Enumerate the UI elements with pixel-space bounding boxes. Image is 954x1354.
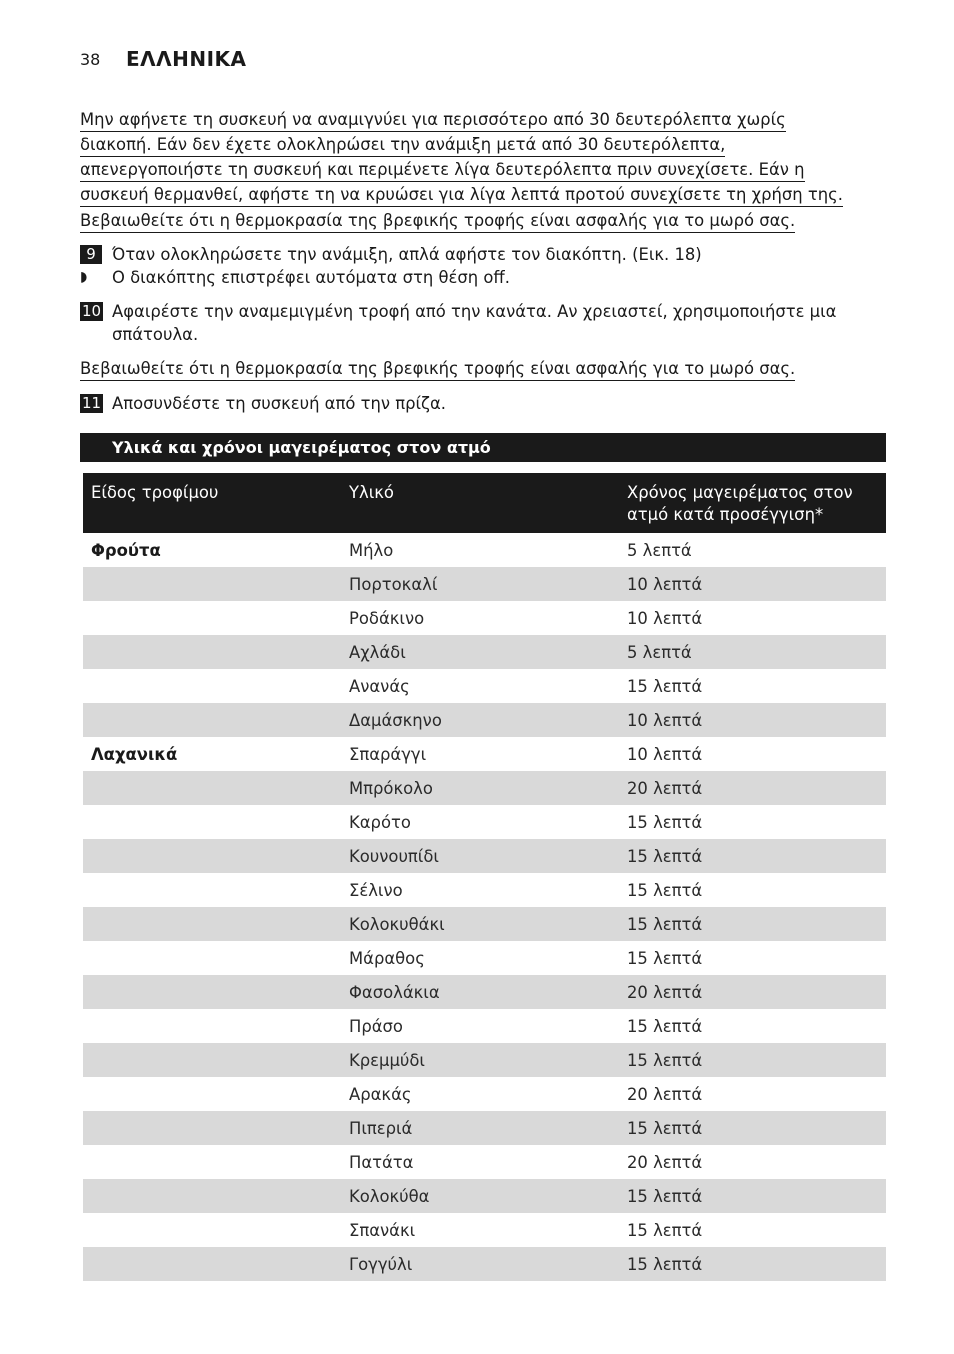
cell-ingredient: Σπαράγγι xyxy=(349,744,427,764)
header-food-type: Είδος τροφίμου xyxy=(83,473,341,533)
table-row xyxy=(83,975,886,1009)
cell-food-type xyxy=(83,975,341,1009)
cell-steam-time: 15 λεπτά xyxy=(627,1220,703,1240)
cell-food-type xyxy=(83,839,341,873)
step-text: Αφαιρέστε την αναμεμιγμένη τροφή από την κανάτα. Αν χρειαστεί, χρησιμοποιήστε μια σπάτουλα. xyxy=(112,302,837,344)
table-row xyxy=(83,601,886,635)
warning-line: συσκευή θερμανθεί, αφήστε τη να κρυώσει για λίγα λεπτά προτού συνεχίσετε τη χρήση της. xyxy=(80,185,843,207)
table-row xyxy=(83,771,886,805)
cell-ingredient: Σπανάκι xyxy=(349,1220,416,1240)
cell-ingredient: Δαμάσκηνο xyxy=(341,703,619,737)
cell-food-type xyxy=(83,1077,341,1111)
cell-ingredient: Γογγύλι xyxy=(341,1247,619,1281)
cell-steam-time: 20 λεπτά xyxy=(627,1152,703,1172)
cell-steam-time: 20 λεπτά xyxy=(619,975,886,1009)
table-row xyxy=(83,907,886,941)
cell-steam-time: 20 λεπτά xyxy=(619,771,886,805)
step-11 xyxy=(80,392,890,415)
warning-line: Μην αφήνετε τη συσκευή να αναμιγνύει για περισσότερο από 30 δευτερόλεπτα χωρίς xyxy=(80,110,786,132)
cell-steam-time: 10 λεπτά xyxy=(619,703,886,737)
cell-food-type xyxy=(83,635,341,669)
cell-steam-time: 10 λεπτά xyxy=(627,744,703,764)
cell-steam-time: 15 λεπτά xyxy=(619,839,886,873)
cell-ingredient: Φασολάκια xyxy=(341,975,619,1009)
cell-ingredient: Αρακάς xyxy=(349,1084,412,1104)
header-steam-time: Χρόνος μαγειρέματος στον ατμό κατά προσέγγιση* xyxy=(619,473,886,533)
cell-ingredient: Κολοκύθα xyxy=(341,1179,619,1213)
warning-line: Βεβαιωθείτε ότι η θερμοκρασία της βρεφικής τροφής είναι ασφαλής για το μωρό σας. xyxy=(80,211,795,233)
cell-ingredient: Σέλινο xyxy=(349,880,403,900)
table-row xyxy=(83,1009,886,1043)
step-10 xyxy=(80,300,890,346)
table-row xyxy=(83,1213,886,1247)
warning-temperature-2 xyxy=(80,357,890,382)
table-row xyxy=(83,533,886,567)
cell-steam-time: 15 λεπτά xyxy=(619,907,886,941)
cell-ingredient: Μάραθος xyxy=(349,948,425,968)
table-row xyxy=(83,941,886,975)
table-row xyxy=(83,1145,886,1179)
cell-steam-time: 5 λεπτά xyxy=(627,540,692,560)
table-row xyxy=(83,839,886,873)
cell-steam-time: 20 λεπτά xyxy=(627,1084,703,1104)
table-row xyxy=(83,1111,886,1145)
step-number: 9 xyxy=(80,245,102,264)
step-number: 11 xyxy=(82,394,102,412)
language-heading: ΕΛΛΗΝΙΚΑ xyxy=(126,47,247,71)
cell-steam-time: 15 λεπτά xyxy=(619,1179,886,1213)
table-row xyxy=(83,805,886,839)
cell-food-type xyxy=(83,805,341,839)
cell-steam-time: 10 λεπτά xyxy=(627,608,703,628)
table-row xyxy=(83,1247,886,1281)
cell-ingredient: Αχλάδι xyxy=(341,635,619,669)
cell-steam-time: 15 λεπτά xyxy=(627,676,703,696)
step-9-result xyxy=(80,266,510,289)
cell-ingredient: Ανανάς xyxy=(349,676,410,696)
bullet-icon: ◗ xyxy=(80,269,88,285)
warning-blending-time xyxy=(80,108,890,208)
cell-food-type xyxy=(83,941,341,975)
cell-ingredient: Πράσο xyxy=(349,1016,403,1036)
step-text: Αποσυνδέστε τη συσκευή από την πρίζα. xyxy=(112,394,446,413)
cell-food-type xyxy=(83,567,341,601)
warning-line: διακοπή. Εάν δεν έχετε ολοκληρώσει την ανάμιξη μετά από 30 δευτερόλεπτα, xyxy=(80,135,725,157)
cell-ingredient: Κολοκυθάκι xyxy=(341,907,619,941)
cell-steam-time: 15 λεπτά xyxy=(619,1111,886,1145)
cell-food-type xyxy=(83,1179,341,1213)
cell-food-type xyxy=(83,1145,341,1179)
warning-line: απενεργοποιήστε τη συσκευή και περιμένετε λίγα δευτερόλεπτα πριν συνεχίσετε. Εάν η xyxy=(80,160,805,182)
warning-line: Βεβαιωθείτε ότι η θερμοκρασία της βρεφικής τροφής είναι ασφαλής για το μωρό σας. xyxy=(80,359,795,381)
cell-steam-time: 15 λεπτά xyxy=(619,1043,886,1077)
warning-temperature-1 xyxy=(80,209,890,234)
header-ingredient: Υλικό xyxy=(341,473,619,533)
cell-food-type xyxy=(83,873,341,907)
step-9 xyxy=(80,243,890,266)
table-row xyxy=(83,635,886,669)
cell-steam-time: 5 λεπτά xyxy=(619,635,886,669)
table-row xyxy=(83,669,886,703)
cell-ingredient: Καρότο xyxy=(349,812,411,832)
table-row xyxy=(83,1043,886,1077)
cell-steam-time: 15 λεπτά xyxy=(619,1247,886,1281)
table-row xyxy=(83,873,886,907)
cell-food-type xyxy=(83,1111,341,1145)
cell-steam-time: 10 λεπτά xyxy=(619,567,886,601)
cell-steam-time: 15 λεπτά xyxy=(627,812,703,832)
cell-ingredient: Κρεμμύδι xyxy=(341,1043,619,1077)
table-row xyxy=(83,567,886,601)
cell-steam-time: 15 λεπτά xyxy=(627,948,703,968)
cell-food-type xyxy=(83,771,341,805)
cell-food-type: Λαχανικά xyxy=(91,744,178,764)
bullet-text: Ο διακόπτης επιστρέφει αυτόματα στη θέση off. xyxy=(112,268,510,287)
cell-food-type xyxy=(83,1043,341,1077)
cell-food-type xyxy=(83,1213,341,1247)
cell-ingredient: Πατάτα xyxy=(349,1152,414,1172)
step-text: Όταν ολοκληρώσετε την ανάμιξη, απλά αφήστε τον διακόπτη. (Εικ. 18) xyxy=(112,245,702,264)
cell-ingredient: Ροδάκινο xyxy=(349,608,425,628)
cell-steam-time: 15 λεπτά xyxy=(627,880,703,900)
cell-steam-time: 15 λεπτά xyxy=(627,1016,703,1036)
table-row xyxy=(83,737,886,771)
cell-ingredient: Μπρόκολο xyxy=(341,771,619,805)
table-header-row xyxy=(83,473,886,533)
table-row xyxy=(83,1179,886,1213)
cell-ingredient: Κουνουπίδι xyxy=(341,839,619,873)
page-number: 38 xyxy=(80,50,101,69)
cell-ingredient: Πιπεριά xyxy=(341,1111,619,1145)
table-row xyxy=(83,703,886,737)
cell-food-type xyxy=(83,601,341,635)
steaming-table xyxy=(83,473,886,1281)
step-number: 10 xyxy=(82,302,102,320)
section-title: Υλικά και χρόνοι μαγειρέματος στον ατμό xyxy=(80,433,886,462)
cell-ingredient: Μήλο xyxy=(349,540,394,560)
cell-ingredient: Πορτοκαλί xyxy=(341,567,619,601)
cell-food-type xyxy=(83,1247,341,1281)
cell-food-type xyxy=(83,703,341,737)
cell-food-type: Φρούτα xyxy=(91,540,161,560)
table-row xyxy=(83,1077,886,1111)
cell-food-type xyxy=(83,907,341,941)
cell-food-type xyxy=(83,669,341,703)
cell-food-type xyxy=(83,1009,341,1043)
